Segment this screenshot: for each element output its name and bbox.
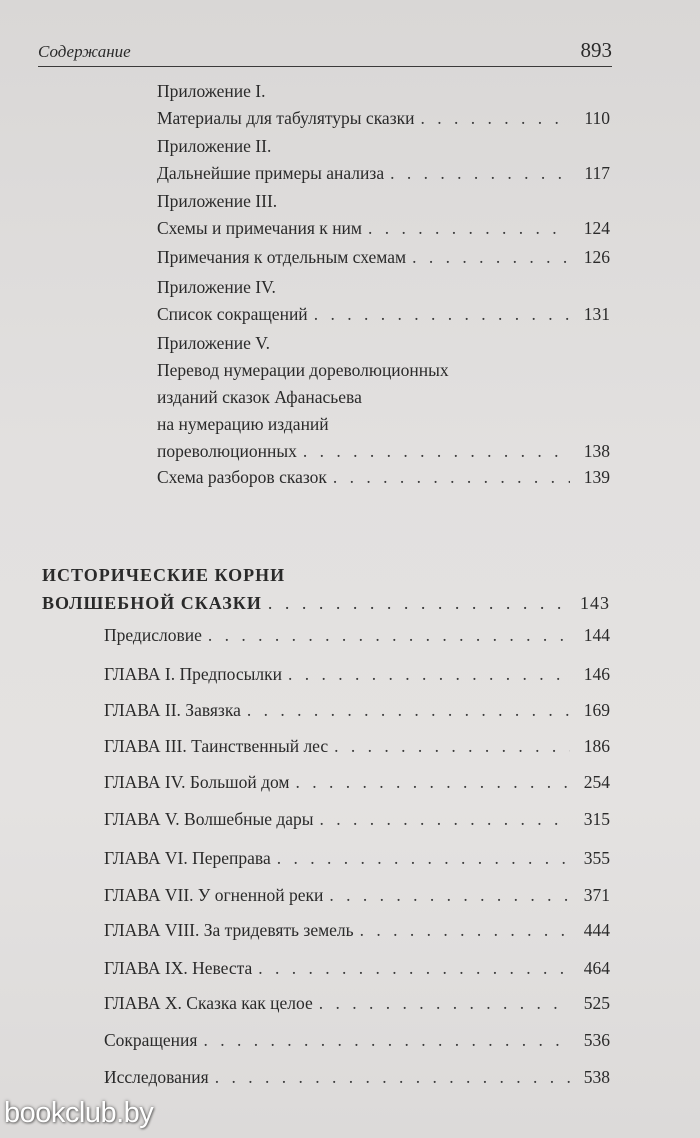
part-heading-title: ВОЛШЕБНОЙ СКАЗКИ bbox=[42, 593, 262, 613]
toc-entry-line: Приложение III. bbox=[157, 191, 278, 211]
toc-entry-page: 169 bbox=[583, 700, 610, 720]
toc-entry-appendix-1 bbox=[157, 78, 610, 132]
dot-leader bbox=[320, 806, 570, 833]
dot-leader bbox=[208, 622, 570, 649]
toc-entry-line: Приложение V. bbox=[157, 333, 271, 353]
toc-entry-title: Предисловие bbox=[104, 625, 202, 645]
toc-entry-page: 138 bbox=[583, 441, 610, 461]
dot-leader bbox=[420, 105, 570, 132]
toc-entry-title: Сокращения bbox=[104, 1030, 198, 1050]
dot-leader bbox=[288, 661, 570, 688]
toc-entry-title: ГЛАВА V. Волшебные дары bbox=[104, 809, 314, 829]
toc-entry-page: 536 bbox=[583, 1030, 610, 1050]
toc-entry-title: Схемы и примечания к ним bbox=[157, 218, 362, 238]
toc-entry-title: ГЛАВА II. Завязка bbox=[104, 700, 241, 720]
part-heading bbox=[42, 561, 610, 617]
toc-entry-line: Приложение II. bbox=[157, 136, 272, 156]
toc-entry-chapter-5 bbox=[104, 806, 610, 833]
toc-entry-title: ГЛАВА VI. Переправа bbox=[104, 848, 271, 868]
toc-entry-title: ГЛАВА I. Предпосылки bbox=[104, 664, 282, 684]
toc-entry-page: 254 bbox=[583, 772, 610, 792]
toc-entry-chapter-8 bbox=[104, 917, 610, 944]
toc-entry-chapter-7 bbox=[104, 882, 610, 909]
dot-leader bbox=[319, 990, 570, 1017]
toc-entry-chapter-3 bbox=[104, 733, 610, 760]
dot-leader bbox=[390, 160, 570, 187]
toc-entry-chapter-6 bbox=[104, 845, 610, 872]
toc-entry-title: Примечания к отдельным схемам bbox=[157, 247, 407, 267]
dot-leader bbox=[412, 244, 570, 271]
toc-entry-page: 444 bbox=[583, 920, 610, 940]
running-header bbox=[38, 38, 612, 67]
toc-entry-line: изданий сказок Афанасьева bbox=[157, 387, 362, 407]
toc-entry-chapter-1 bbox=[104, 661, 610, 688]
toc-entry-page: 464 bbox=[583, 958, 610, 978]
toc-entry-page: 143 bbox=[580, 593, 610, 613]
toc-entry-title: ГЛАВА VIII. За тридевять земель bbox=[104, 920, 354, 940]
dot-leader bbox=[247, 697, 570, 724]
dot-leader bbox=[277, 845, 570, 872]
dot-leader bbox=[333, 464, 570, 491]
toc-entry-title: ГЛАВА IV. Большой дом bbox=[104, 772, 290, 792]
toc-entry-scheme bbox=[157, 464, 610, 491]
toc-entry-appendix-3 bbox=[157, 188, 610, 242]
toc-entry-page: 371 bbox=[583, 885, 610, 905]
toc-entry-title: ГЛАВА IX. Невеста bbox=[104, 958, 253, 978]
toc-entry-title: ГЛАВА X. Сказка как целое bbox=[104, 993, 313, 1013]
toc-entry-page: 146 bbox=[583, 664, 610, 684]
toc-entry-page: 126 bbox=[583, 247, 610, 267]
toc-entry-title: пореволюционных bbox=[157, 441, 297, 461]
page-number: 893 bbox=[580, 38, 612, 62]
dot-leader bbox=[258, 955, 570, 982]
toc-entry-chapter-9 bbox=[104, 955, 610, 982]
toc-entry-preface bbox=[104, 622, 610, 649]
toc-entry-appendix-notes bbox=[157, 244, 610, 271]
toc-entry-page: 131 bbox=[583, 304, 610, 324]
toc-entry-page: 124 bbox=[583, 218, 610, 238]
toc-entry-page: 186 bbox=[583, 736, 610, 756]
toc-entry-title: Дальнейшие примеры анализа bbox=[157, 163, 385, 183]
toc-entry-chapter-4 bbox=[104, 769, 610, 796]
running-header-section: Содержание bbox=[38, 42, 131, 61]
toc-entry-line: Перевод нумерации дореволюционных bbox=[157, 360, 449, 380]
toc-entry-page: 117 bbox=[584, 163, 610, 183]
dot-leader bbox=[268, 589, 570, 617]
dot-leader bbox=[368, 215, 570, 242]
toc-entry-page: 525 bbox=[583, 993, 610, 1013]
toc-entry-chapter-10 bbox=[104, 990, 610, 1017]
watermark: bookclub.by bbox=[4, 1097, 154, 1129]
toc-entry-title: Схема разборов сказок bbox=[157, 467, 327, 487]
toc-entry-abbreviations bbox=[104, 1027, 610, 1054]
toc-entry-page: 139 bbox=[583, 467, 610, 487]
toc-entry-appendix-4 bbox=[157, 274, 610, 328]
toc-entry-page: 315 bbox=[583, 809, 610, 829]
toc-entry-title: Материалы для табулятуры сказки bbox=[157, 108, 415, 128]
part-heading-line: ИСТОРИЧЕСКИЕ КОРНИ bbox=[42, 565, 286, 585]
dot-leader bbox=[215, 1064, 570, 1091]
toc-entry-page: 110 bbox=[584, 108, 610, 128]
dot-leader bbox=[329, 882, 570, 909]
toc-entry-title: Список сокращений bbox=[157, 304, 308, 324]
dot-leader bbox=[303, 438, 570, 465]
toc-entry-title: Исследования bbox=[104, 1067, 209, 1087]
dot-leader bbox=[296, 769, 571, 796]
dot-leader bbox=[334, 733, 570, 760]
dot-leader bbox=[360, 917, 570, 944]
toc-entry-line: Приложение IV. bbox=[157, 277, 276, 297]
toc-entry-page: 144 bbox=[583, 625, 610, 645]
dot-leader bbox=[203, 1027, 570, 1054]
toc-entry-research bbox=[104, 1064, 610, 1091]
toc-entry-chapter-2 bbox=[104, 697, 610, 724]
toc-entry-title: ГЛАВА III. Таинственный лес bbox=[104, 736, 329, 756]
toc-entry-title: ГЛАВА VII. У огненной реки bbox=[104, 885, 324, 905]
toc-entry-page: 538 bbox=[583, 1067, 610, 1087]
toc-entry-appendix-2 bbox=[157, 133, 610, 187]
dot-leader bbox=[314, 301, 570, 328]
toc-entry-line: на нумерацию изданий bbox=[157, 414, 329, 434]
toc-entry-page: 355 bbox=[583, 848, 610, 868]
toc-entry-line: Приложение I. bbox=[157, 81, 266, 101]
toc-entry-appendix-5 bbox=[157, 330, 610, 465]
